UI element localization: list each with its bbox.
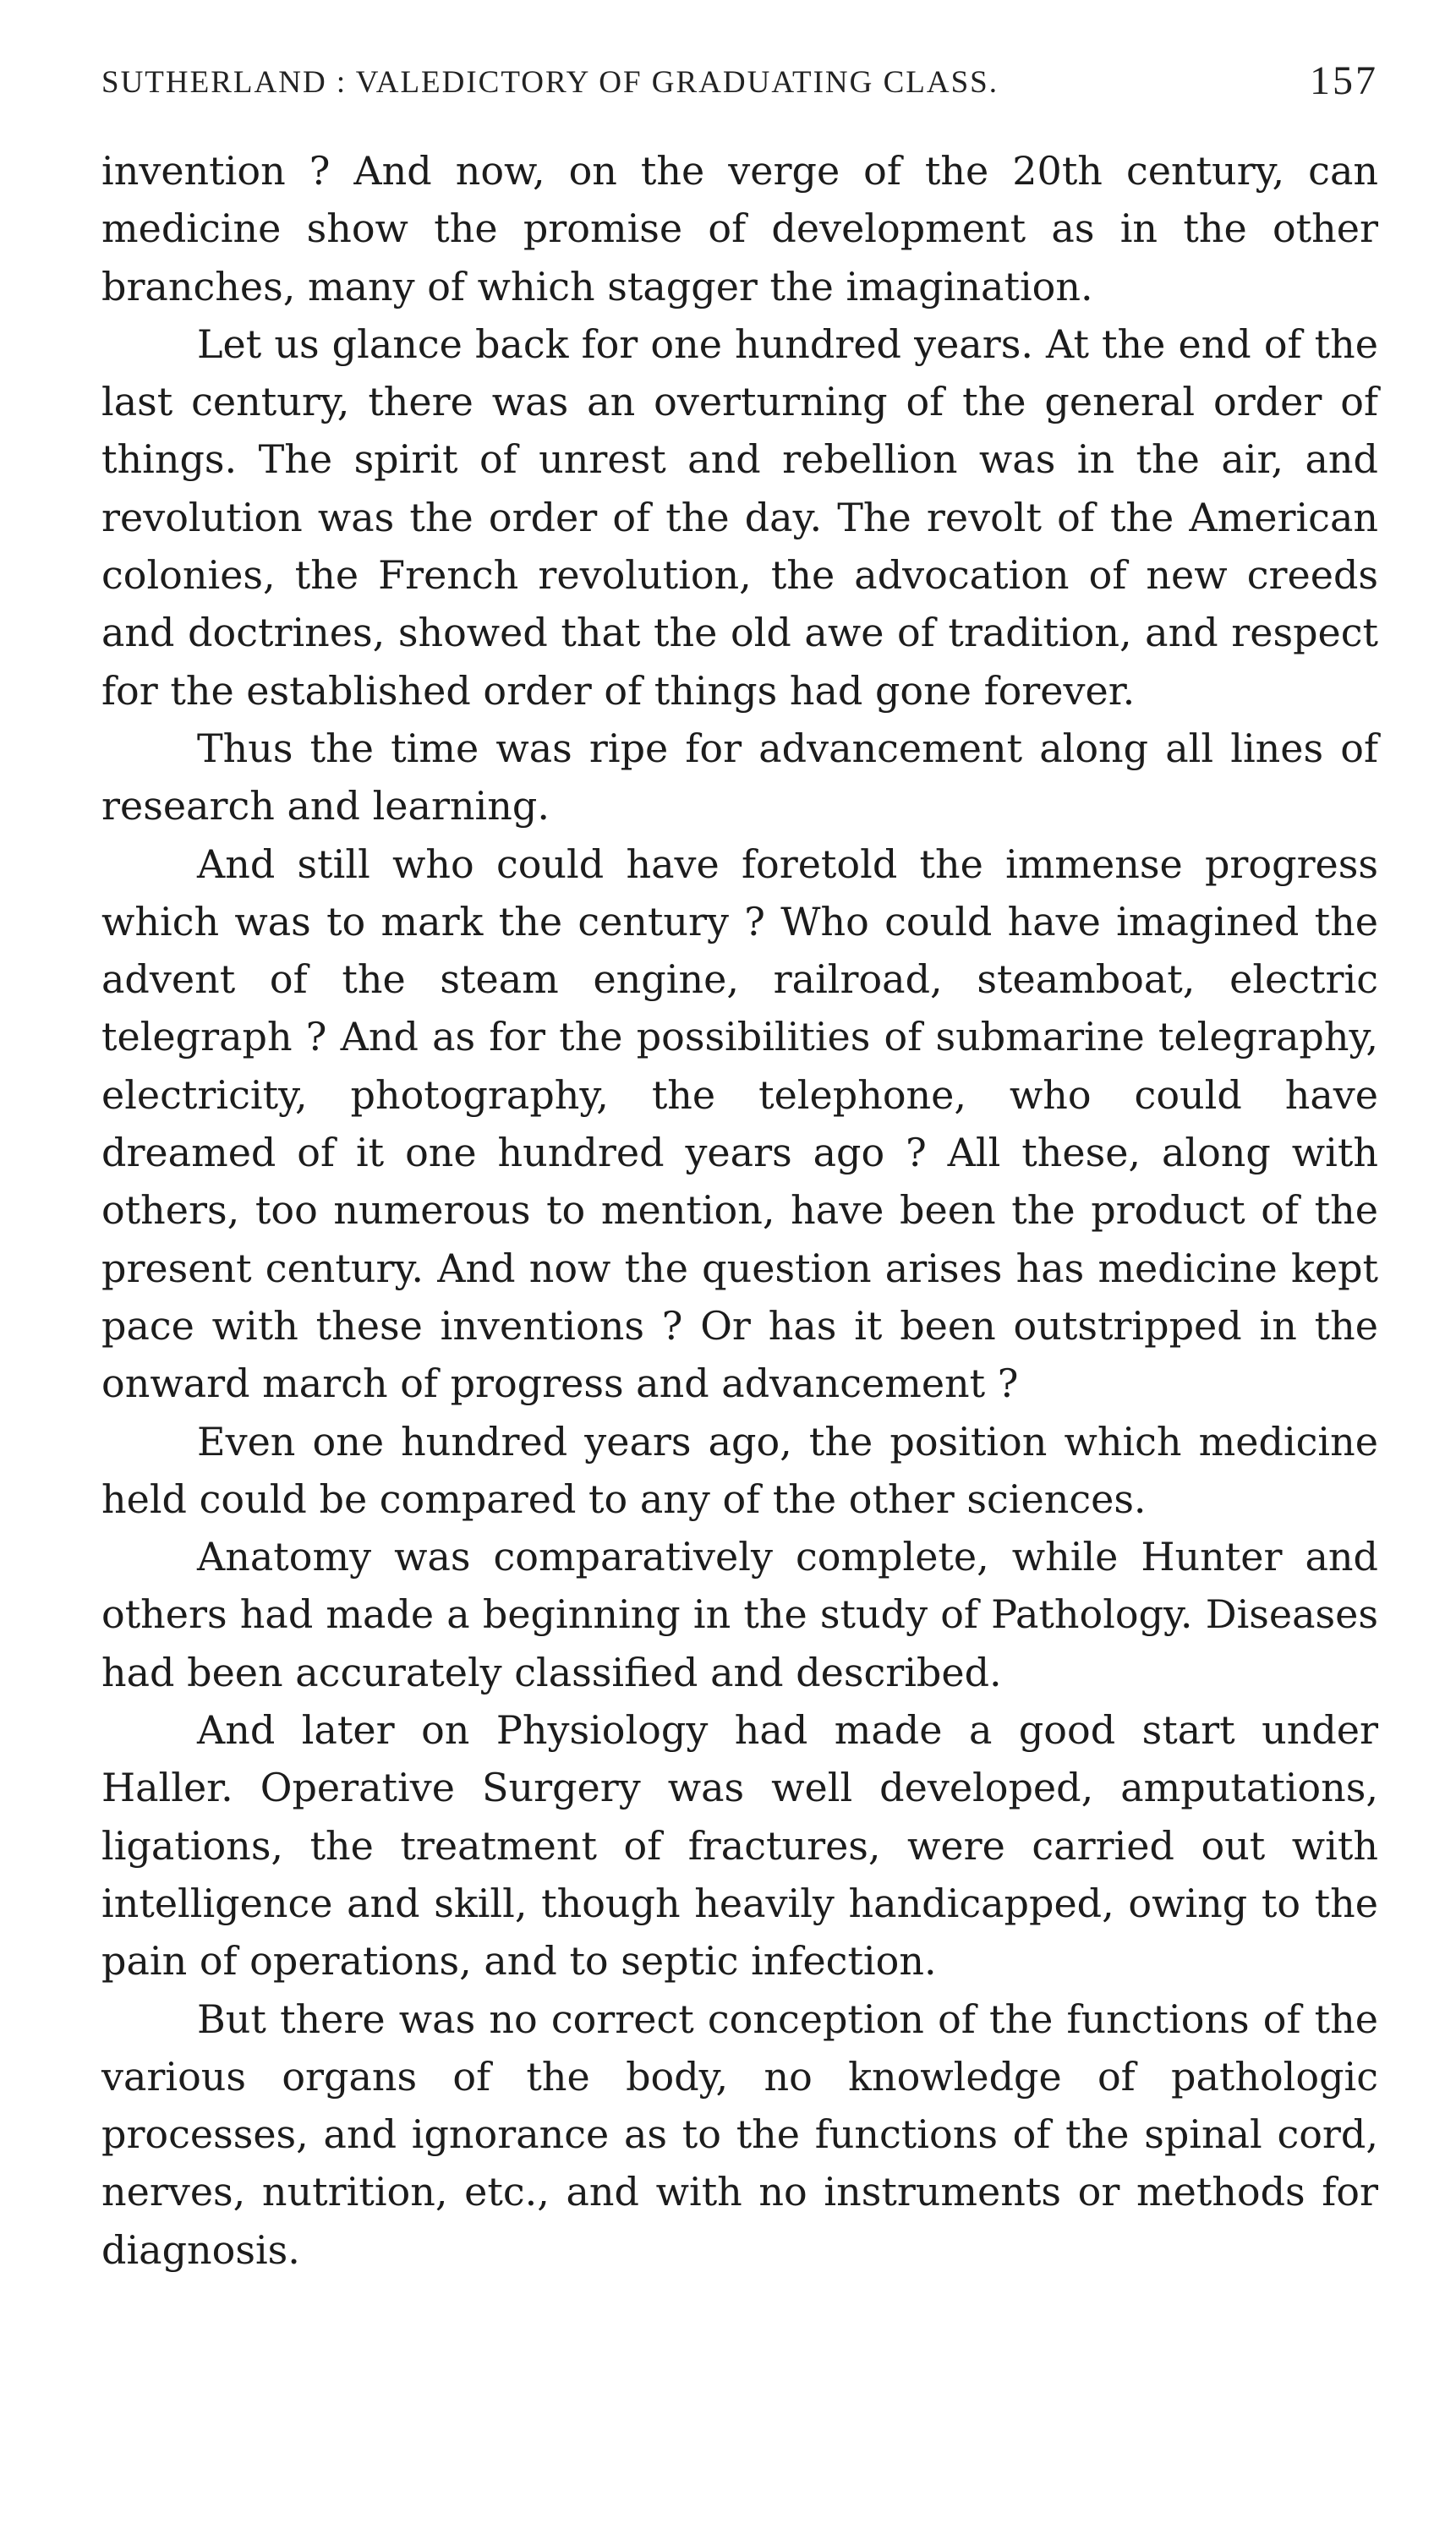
paragraph: And later on Physiology had made a good start under Haller. Operative Surgery was well developed, amputations, ligations, the treatment of fractures, were carried out with intelligence and skill, though heavily handicapped, owing to the pain of operations, and to septic infection.	[101, 1707, 1378, 1985]
running-head	[101, 54, 1378, 113]
paragraph: Thus the time was ripe for advancement along all lines of research and learning.	[101, 725, 1378, 829]
body-text	[101, 142, 1378, 2279]
paragraph: And still who could have foretold the immense progress which was to mark the century ? Who could have imagined the advent of the steam engine, railroad, steamboat, electric telegraph ? And as for the possibilities of submarine telegraphy, electricity, photography, the telephone, who could have dreamed of it one hundred years ago ? All these, along with others, too numerous to mention, have been the product of the present century. And now the question arises has medicine kept pace with these inventions ? Or has it been outstripped in the onward march of progress and advancement ?	[101, 840, 1378, 1407]
running-head-title: SUTHERLAND : VALEDICTORY OF GRADUATING CLASS.	[101, 65, 999, 100]
paragraph: Anatomy was comparatively complete, while Hunter and others had made a beginning in the study of Pathology. Diseases had been accurately classified and described.	[101, 1534, 1378, 1695]
paragraph-continuation: invention ? And now, on the verge of the 20th century, can medicine show the promise of development as in the other branches, many of which stagger the imagination.	[101, 148, 1378, 309]
paragraph: Even one hundred years ago, the position which medicine held could be compared to any of the other sciences.	[101, 1418, 1378, 1522]
paragraph: Let us glance back for one hundred years. At the end of the last century, there was an overturning of the general order of things. The spirit of unrest and rebellion was in the air, and revolution was the order of the day. The revolt of the American colonies, the French revolution, the advocation of new creeds and doctrines, showed that the old awe of tradition, and respect for the established order of things had gone forever.	[101, 320, 1378, 714]
paragraph: But there was no correct conception of the functions of the various organs of the body, no knowledge of pathologic processes, and ignorance as to the functions of the spinal cord, nerves, nutrition, etc., and with no instruments or methods for diagnosis.	[101, 1996, 1378, 2273]
page-number: 157	[1310, 58, 1378, 103]
